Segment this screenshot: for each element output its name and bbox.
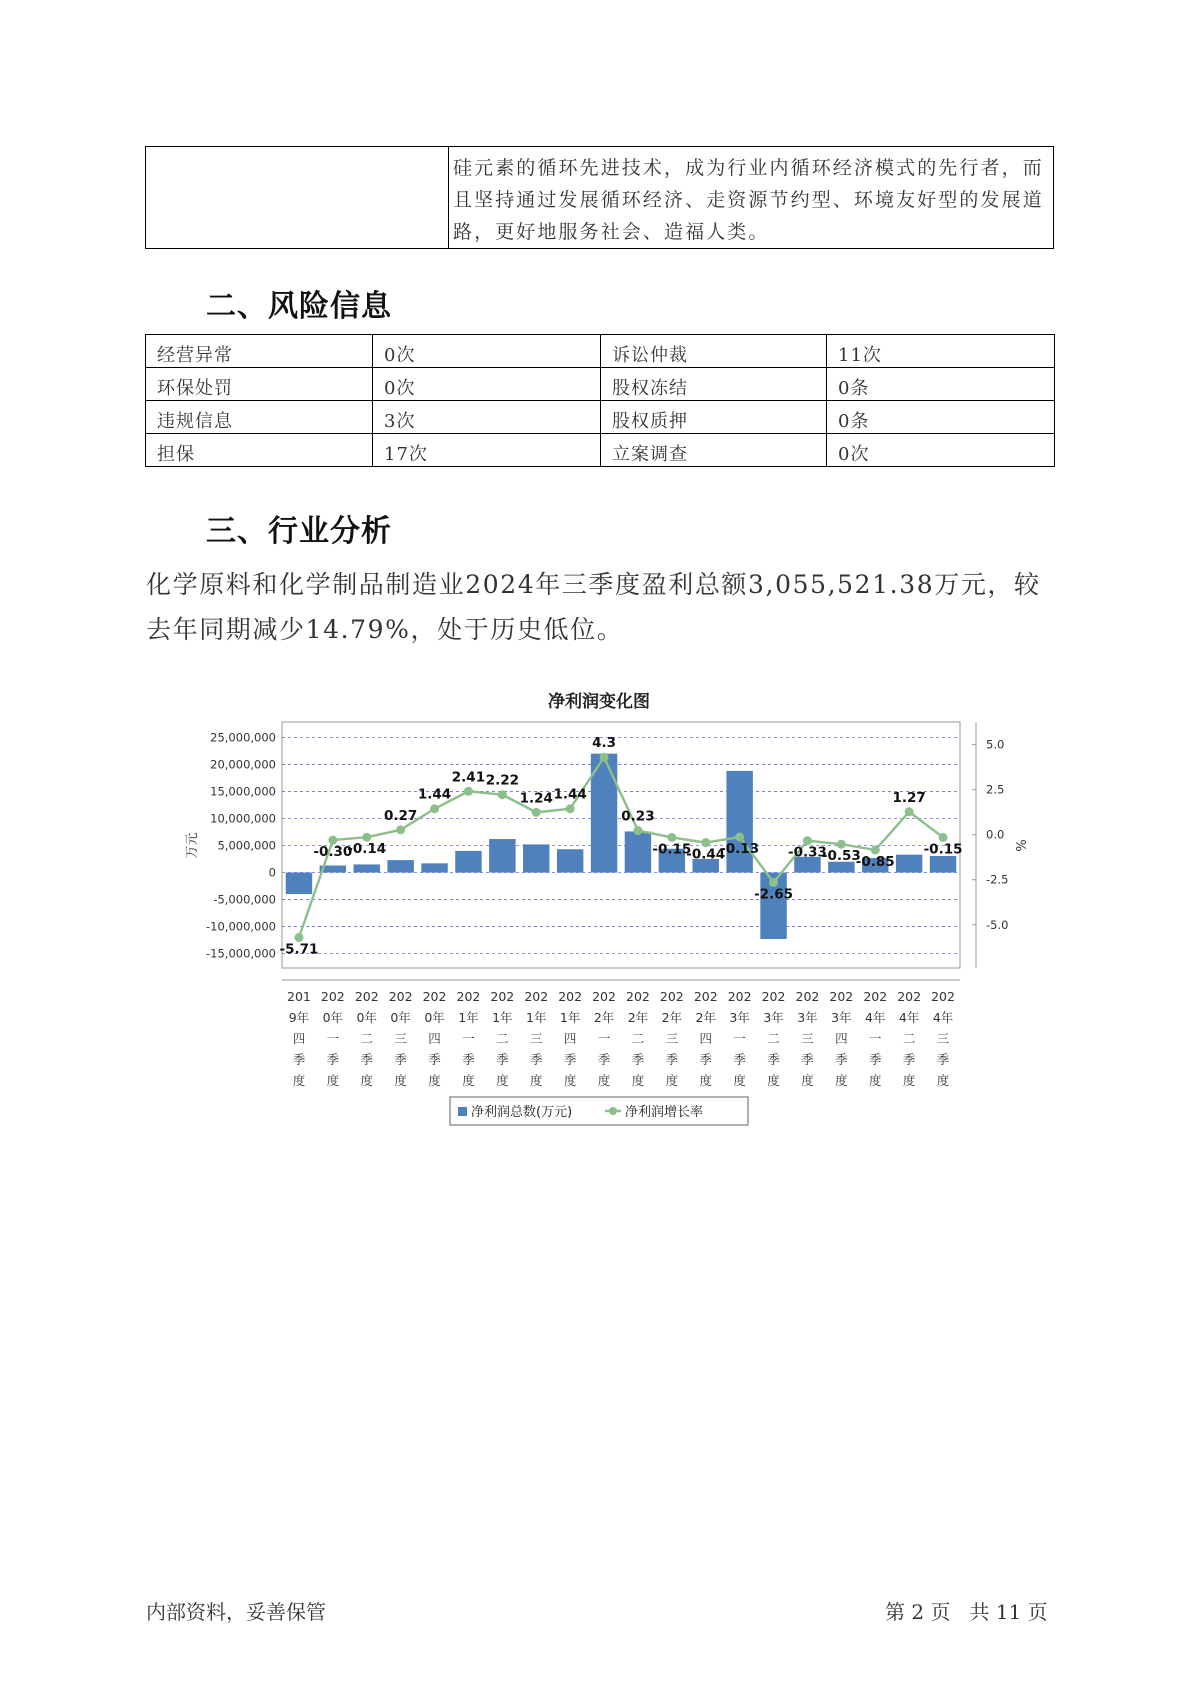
bar [489, 839, 515, 873]
y-axis-label: 万元 [185, 832, 200, 859]
x-tick-label: 度 [733, 1073, 746, 1088]
growth-point [498, 790, 507, 799]
x-tick-label: 季 [631, 1052, 645, 1067]
risk-value: 17次 [373, 434, 601, 467]
bar [387, 860, 413, 872]
risk-table [145, 334, 1055, 467]
x-tick-label: 四 [292, 1031, 306, 1046]
data-label: -0.13 [720, 841, 760, 858]
growth-point [396, 825, 405, 834]
x-tick-label: 季 [767, 1052, 780, 1067]
risk-value: 3次 [373, 401, 601, 434]
bar [354, 864, 380, 872]
data-label: -0.30 [313, 844, 353, 861]
growth-point [430, 804, 439, 813]
x-tick-label: 202 [659, 989, 684, 1004]
x-tick-label: 0年 [424, 1010, 445, 1025]
x-tick-label: 1年 [458, 1010, 479, 1025]
data-label: 1.24 [519, 790, 553, 807]
x-tick-label: 四 [563, 1031, 577, 1046]
risk-label: 股权质押 [601, 401, 827, 434]
x-tick-label: 度 [428, 1073, 441, 1088]
x-tick-label: 1年 [492, 1010, 513, 1025]
bar [726, 771, 752, 873]
table-row [146, 434, 1055, 467]
legend-bar-swatch [458, 1107, 467, 1116]
x-tick-label: 4年 [898, 1010, 920, 1025]
y-tick-label: 5,000,000 [217, 838, 276, 853]
x-tick-label: 季 [360, 1052, 374, 1067]
x-tick-label: 2年 [593, 1010, 615, 1025]
x-tick-label: 度 [326, 1073, 340, 1088]
x-tick-label: 度 [902, 1073, 916, 1088]
x-tick-label: 0年 [322, 1010, 344, 1025]
y-tick-label: 15,000,000 [210, 784, 276, 799]
intro-table [145, 146, 1054, 249]
x-tick-label: 季 [902, 1052, 916, 1067]
section-title-industry: 三、行业分析 [206, 514, 392, 549]
growth-point [532, 808, 541, 817]
x-tick-label: 季 [936, 1052, 950, 1067]
growth-point [464, 787, 473, 796]
x-tick-label: 二 [631, 1031, 645, 1046]
section-title-risk: 二、风险信息 [206, 289, 392, 324]
x-tick-label: 三 [529, 1031, 543, 1046]
y-tick-label: 0 [268, 865, 276, 880]
x-tick-label: 202 [388, 989, 413, 1004]
table-row [146, 368, 1055, 401]
y-tick-label: 20,000,000 [210, 757, 276, 772]
data-label: 2.22 [485, 772, 520, 789]
data-label: -5.71 [279, 941, 319, 958]
x-tick-label: 度 [529, 1073, 543, 1088]
bar [625, 831, 651, 872]
x-tick-label: 一 [733, 1031, 746, 1046]
x-tick-label: 三 [665, 1031, 679, 1046]
bar [523, 844, 549, 872]
x-tick-label: 202 [558, 989, 583, 1004]
data-label: -0.44 [686, 846, 726, 863]
risk-value: 0条 [827, 401, 1055, 434]
x-tick-label: 度 [699, 1073, 713, 1088]
y-tick-label: 25,000,000 [210, 730, 276, 745]
x-tick-label: 1年 [526, 1010, 547, 1025]
x-tick-label: 度 [292, 1073, 306, 1088]
x-tick-label: 202 [490, 989, 515, 1004]
x-tick-label: 季 [699, 1052, 713, 1067]
footer-page-number: 第 2 页 共 11 页 [885, 1600, 1048, 1624]
risk-label: 违规信息 [146, 401, 373, 434]
x-tick-label: 四 [835, 1031, 848, 1046]
x-tick-label: 度 [360, 1073, 374, 1088]
risk-label: 环保处罚 [146, 368, 373, 401]
risk-label: 经营异常 [146, 335, 373, 368]
x-tick-label: 0年 [390, 1010, 411, 1025]
y2-tick-label: 5.0 [986, 737, 1005, 752]
x-tick-label: 202 [422, 989, 447, 1004]
data-label: 2.41 [451, 769, 486, 786]
x-tick-label: 季 [326, 1052, 340, 1067]
x-tick-label: 季 [597, 1052, 611, 1067]
legend-line-marker [609, 1107, 617, 1115]
x-tick-label: 季 [835, 1052, 848, 1067]
y2-tick-label: 2.5 [986, 782, 1005, 797]
x-tick-label: 202 [897, 989, 922, 1004]
bar [896, 855, 922, 873]
y2-axis-label: % [1012, 839, 1027, 852]
x-tick-label: 三 [801, 1031, 814, 1046]
x-tick-label: 四 [699, 1031, 713, 1046]
y-tick-label: 10,000,000 [210, 811, 276, 826]
growth-point [633, 826, 642, 835]
risk-value: 0条 [827, 368, 1055, 401]
x-tick-label: 4年 [932, 1010, 954, 1025]
data-label: -2.65 [754, 886, 794, 903]
x-tick-label: 度 [665, 1073, 679, 1088]
y2-tick-label: -2.5 [986, 872, 1009, 887]
x-tick-label: 2年 [661, 1010, 683, 1025]
x-tick-label: 0年 [356, 1010, 377, 1025]
y2-tick-label: 0.0 [986, 827, 1005, 842]
x-tick-label: 2年 [695, 1010, 716, 1025]
y-tick-label: -5,000,000 [213, 892, 276, 907]
x-tick-label: 三 [394, 1031, 407, 1046]
x-tick-label: 4年 [865, 1010, 886, 1025]
x-tick-label: 季 [394, 1052, 407, 1067]
x-tick-label: 202 [626, 989, 650, 1004]
x-tick-label: 季 [496, 1052, 509, 1067]
bar [557, 849, 583, 872]
growth-point [905, 807, 914, 816]
x-tick-label: 二 [902, 1031, 916, 1046]
x-tick-label: 202 [727, 989, 752, 1004]
x-tick-label: 202 [829, 989, 854, 1004]
x-tick-label: 度 [835, 1073, 848, 1088]
data-label: -0.14 [347, 841, 387, 858]
x-tick-label: 202 [693, 989, 718, 1004]
data-label: 0.27 [383, 807, 418, 824]
x-tick-label: 202 [761, 989, 786, 1004]
x-tick-label: 三 [936, 1031, 950, 1046]
table-row [146, 401, 1055, 434]
x-tick-label: 202 [354, 989, 379, 1004]
y-tick-label: -15,000,000 [206, 946, 276, 961]
data-label: 1.44 [417, 786, 452, 803]
x-tick-label: 季 [428, 1052, 441, 1067]
risk-value: 0次 [373, 368, 601, 401]
x-tick-label: 二 [360, 1031, 374, 1046]
data-label: 0.23 [621, 808, 655, 825]
x-tick-label: 3年 [729, 1010, 750, 1025]
net-profit-chart [150, 680, 1030, 1140]
x-tick-label: 度 [801, 1073, 814, 1088]
data-label: -0.33 [787, 844, 827, 861]
data-label: 4.3 [592, 735, 617, 752]
x-tick-label: 二 [496, 1031, 509, 1046]
x-tick-label: 一 [868, 1031, 882, 1046]
x-tick-label: 度 [496, 1073, 509, 1088]
x-tick-label: 一 [597, 1031, 611, 1046]
risk-label: 担保 [146, 434, 373, 467]
x-tick-label: 二 [767, 1031, 780, 1046]
x-tick-label: 3年 [831, 1010, 852, 1025]
legend-bar-label: 净利润总数(万元) [471, 1105, 573, 1120]
bar [455, 851, 481, 873]
x-tick-label: 度 [767, 1073, 780, 1088]
footer-confidential: 内部资料，妥善保管 [146, 1600, 326, 1624]
bar [930, 856, 956, 873]
x-tick-label: 季 [868, 1052, 882, 1067]
x-tick-label: 202 [931, 989, 955, 1004]
x-tick-label: 季 [292, 1052, 306, 1067]
x-tick-label: 度 [462, 1073, 475, 1088]
chart-title: 净利润变化图 [548, 692, 650, 712]
bar [421, 863, 447, 872]
x-tick-label: 度 [394, 1073, 407, 1088]
risk-label: 股权冻结 [601, 368, 827, 401]
data-label: -0.85 [855, 854, 895, 871]
x-tick-label: 季 [801, 1052, 814, 1067]
x-tick-label: 度 [936, 1073, 950, 1088]
risk-label: 诉讼仲裁 [601, 335, 827, 368]
x-tick-label: 202 [320, 989, 345, 1004]
x-tick-label: 季 [462, 1052, 475, 1067]
x-tick-label: 9年 [288, 1010, 310, 1025]
x-tick-label: 202 [524, 989, 549, 1004]
x-tick-label: 202 [592, 989, 616, 1004]
x-tick-label: 度 [868, 1073, 882, 1088]
x-tick-label: 202 [456, 989, 481, 1004]
x-tick-label: 一 [462, 1031, 475, 1046]
bar [286, 873, 312, 895]
x-tick-label: 度 [631, 1073, 645, 1088]
x-tick-label: 季 [563, 1052, 577, 1067]
growth-point [566, 804, 575, 813]
analysis-paragraph: 化学原料和化学制品制造业2024年三季度盈利总额3,055,521.38万元，较去年同期减少14.79%，处于历史低位。 [146, 570, 1041, 644]
data-label: -0.53 [821, 848, 861, 865]
intro-table-text: 硅元素的循环先进技术，成为行业内循环经济模式的先行者，而且坚持通过发展循环经济、走资源节约型、环境友好型的发展道路，更好地服务社会、造福人类。 [449, 147, 1054, 249]
growth-point [600, 753, 609, 762]
x-tick-label: 3年 [763, 1010, 784, 1025]
x-tick-label: 202 [795, 989, 820, 1004]
x-tick-label: 3年 [797, 1010, 818, 1025]
y2-tick-label: -5.0 [986, 917, 1009, 932]
risk-value: 0次 [827, 434, 1055, 467]
x-tick-label: 201 [287, 989, 311, 1004]
x-tick-label: 1年 [559, 1010, 581, 1025]
data-label: -0.15 [923, 841, 963, 858]
legend-line-label: 净利润增长率 [625, 1105, 704, 1120]
data-label: 1.44 [553, 786, 587, 803]
intro-table-empty-cell [146, 147, 449, 249]
risk-label: 立案调查 [601, 434, 827, 467]
x-tick-label: 季 [733, 1052, 746, 1067]
x-tick-label: 四 [428, 1031, 441, 1046]
x-tick-label: 2年 [627, 1010, 649, 1025]
x-tick-label: 季 [665, 1052, 679, 1067]
x-tick-label: 度 [597, 1073, 611, 1088]
data-label: -0.15 [652, 841, 692, 858]
risk-value: 0次 [373, 335, 601, 368]
risk-value: 11次 [827, 335, 1055, 368]
data-label: 1.27 [892, 789, 926, 806]
x-tick-label: 季 [529, 1052, 543, 1067]
x-tick-label: 一 [326, 1031, 340, 1046]
x-tick-label: 202 [863, 989, 888, 1004]
x-tick-label: 度 [563, 1073, 577, 1088]
table-row [146, 335, 1055, 368]
y-tick-label: -10,000,000 [206, 919, 276, 934]
